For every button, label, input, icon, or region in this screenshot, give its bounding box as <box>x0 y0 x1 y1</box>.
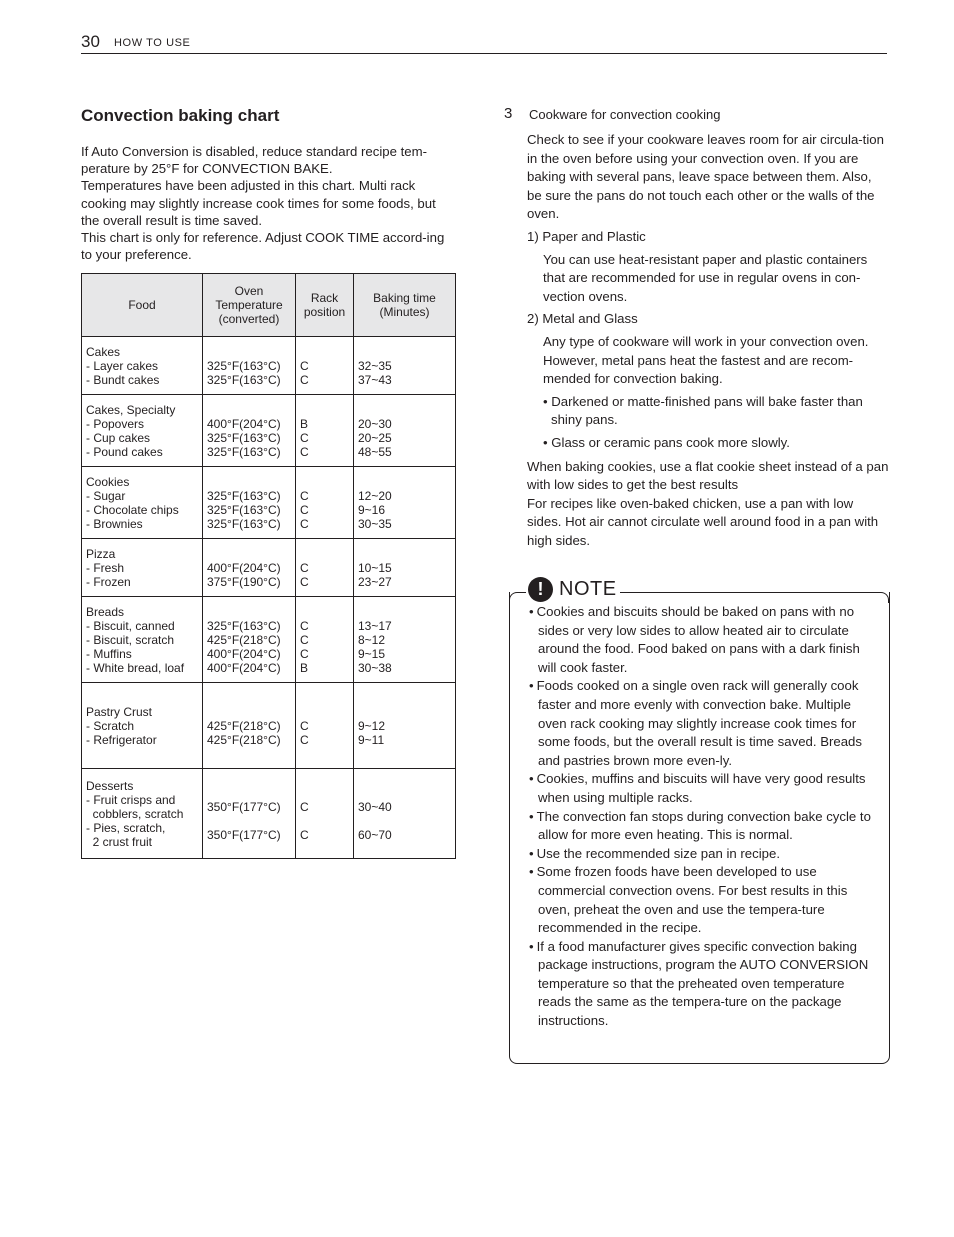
temperature-cell: 325°F(163°C) 325°F(163°C) <box>203 337 296 395</box>
table-header-row <box>82 274 456 337</box>
step-number: 3 <box>504 105 513 122</box>
column-header-temperature: Oven Temperature (converted) <box>203 274 296 337</box>
left-column <box>81 105 455 263</box>
metal-glass-label: 2) Metal and Glass <box>527 311 638 327</box>
rack-cell: C C C B <box>296 597 354 683</box>
convection-baking-table <box>81 273 456 859</box>
temperature-cell: 325°F(163°C) 425°F(218°C) 400°F(204°C) 400°F(204°C) <box>203 597 296 683</box>
note-item: • The convection fan stops during convection bake cycle to allow for more even heating. This is normal. <box>527 808 872 845</box>
note-border-corner <box>620 592 889 603</box>
rack-cell: C C <box>296 337 354 395</box>
note-header <box>528 576 619 602</box>
paper-plastic-text: You can use heat-resistant paper and plastic containers that are recommended for use in regular ovens in con-vection ovens. <box>543 251 868 304</box>
temperature-cell: 400°F(204°C) 375°F(190°C) <box>203 539 296 597</box>
food-cell: Desserts - Fruit crisps and cobblers, scratch - Pies, scratch, 2 crust fruit <box>82 769 203 859</box>
table-row <box>82 597 456 683</box>
food-cell: Cookies - Sugar - Chocolate chips - Brownies <box>82 467 203 539</box>
time-cell: 9~12 9~11 <box>354 683 456 769</box>
paper-plastic-label: 1) Paper and Plastic <box>527 228 646 244</box>
paper-plastic-section <box>527 228 889 306</box>
metal-glass-bullet: • Glass or ceramic pans cook more slowly. <box>543 434 790 450</box>
time-cell: 10~15 23~27 <box>354 539 456 597</box>
section-label: HOW TO USE <box>114 37 191 49</box>
time-cell: 20~30 20~25 48~55 <box>354 395 456 467</box>
note-item: • If a food manufacturer gives specific convection baking package instructions, program the AUTO CONVERSION temperature so that the preheated oven temperature reads the same as the tempera-ture on the package instructions. <box>527 938 872 1031</box>
time-cell: 12~20 9~16 30~35 <box>354 467 456 539</box>
note-title: NOTE <box>559 577 617 600</box>
table-row <box>82 337 456 395</box>
metal-glass-section <box>527 310 889 452</box>
column-header-time: Baking time (Minutes) <box>354 274 456 337</box>
time-cell: 30~40 60~70 <box>354 769 456 859</box>
cookware-intro: Check to see if your cookware leaves room for air circula-tion in the oven before using your convection oven. If you are baking with several pans, leave space between them. Also, be sure the pans do not touch each other or the walls of the oven. <box>527 132 884 222</box>
step-body <box>527 131 889 550</box>
note-item: • Foods cooked on a single oven rack will generally cook faster and more evenly with convection bake. Multiple oven rack cooking may slightly increase cook times for some foods, but the overall result is time saved. Breads and pastries brown more even-ly. <box>527 677 872 770</box>
note-item: • Some frozen foods have been developed to use commercial convection ovens. For best results in this oven, preheat the oven and use the tempera-ture recommended in the recipe. <box>527 863 872 937</box>
time-cell: 32~35 37~43 <box>354 337 456 395</box>
table-row <box>82 395 456 467</box>
temperature-cell: 425°F(218°C) 425°F(218°C) <box>203 683 296 769</box>
exclamation-icon: ! <box>528 577 553 602</box>
step-title: Cookware for convection cooking <box>529 107 721 122</box>
metal-glass-bullet: • Darkened or matte-finished pans will bake faster than shiny pans. <box>543 393 863 428</box>
rack-cell: C C <box>296 769 354 859</box>
temperature-cell: 350°F(177°C) 350°F(177°C) <box>203 769 296 859</box>
intro-paragraph: Temperatures have been adjusted in this chart. Multi rack cooking may slightly increase cook times for some foods, but the overall result is time saved. <box>81 178 436 228</box>
metal-glass-text: Any type of cookware will work in your convection oven. However, metal pans heat the fastest and are recom-mended for convection baking. <box>543 333 869 387</box>
cookie-sheet-text: When baking cookies, use a flat cookie sheet instead of a pan with low sides to get the best results <box>527 458 889 493</box>
intro-paragraph: This chart is only for reference. Adjust COOK TIME accord-ing to your preference. <box>81 230 445 263</box>
chicken-pan-text: For recipes like oven-baked chicken, use a pan with low sides. Hot air cannot circulate well around food in a pan with high sides. <box>527 495 879 548</box>
chart-heading: Convection baking chart <box>81 106 280 125</box>
temperature-cell: 400°F(204°C) 325°F(163°C) 325°F(163°C) <box>203 395 296 467</box>
note-list <box>527 603 872 1031</box>
column-header-food: Food <box>82 274 203 337</box>
page-number: 30 <box>81 32 100 51</box>
table-row <box>82 467 456 539</box>
food-cell: Cakes - Layer cakes - Bundt cakes <box>82 337 203 395</box>
note-border-corner <box>509 592 526 603</box>
table-row <box>82 539 456 597</box>
table-row <box>82 683 456 769</box>
rack-cell: C C <box>296 539 354 597</box>
page-header <box>81 32 887 54</box>
food-cell: Breads - Biscuit, canned - Biscuit, scratch - Muffins - White bread, loaf <box>82 597 203 683</box>
food-cell: Pizza - Fresh - Frozen <box>82 539 203 597</box>
time-cell: 13~17 8~12 9~15 30~38 <box>354 597 456 683</box>
intro-paragraph: If Auto Conversion is disabled, reduce standard recipe tem-perature by 25°F for CONVECTION BAKE. <box>81 144 427 177</box>
note-item: • Cookies, muffins and biscuits will have very good results when using multiple racks. <box>527 770 872 807</box>
food-cell: Cakes, Specialty - Popovers - Cup cakes - Pound cakes <box>82 395 203 467</box>
intro-text <box>81 143 455 263</box>
rack-cell: C C <box>296 683 354 769</box>
table-row <box>82 769 456 859</box>
food-cell: Pastry Crust - Scratch - Refrigerator <box>82 683 203 769</box>
column-header-rack: Rack position <box>296 274 354 337</box>
note-item: • Use the recommended size pan in recipe. <box>527 845 872 864</box>
rack-cell: B C C <box>296 395 354 467</box>
rack-cell: C C C <box>296 467 354 539</box>
temperature-cell: 325°F(163°C) 325°F(163°C) 325°F(163°C) <box>203 467 296 539</box>
note-item: • Cookies and biscuits should be baked on pans with no sides or very low sides to allow heated air to circulate around the food. Food baked on pans with a dark finish will cook faster. <box>527 603 872 677</box>
